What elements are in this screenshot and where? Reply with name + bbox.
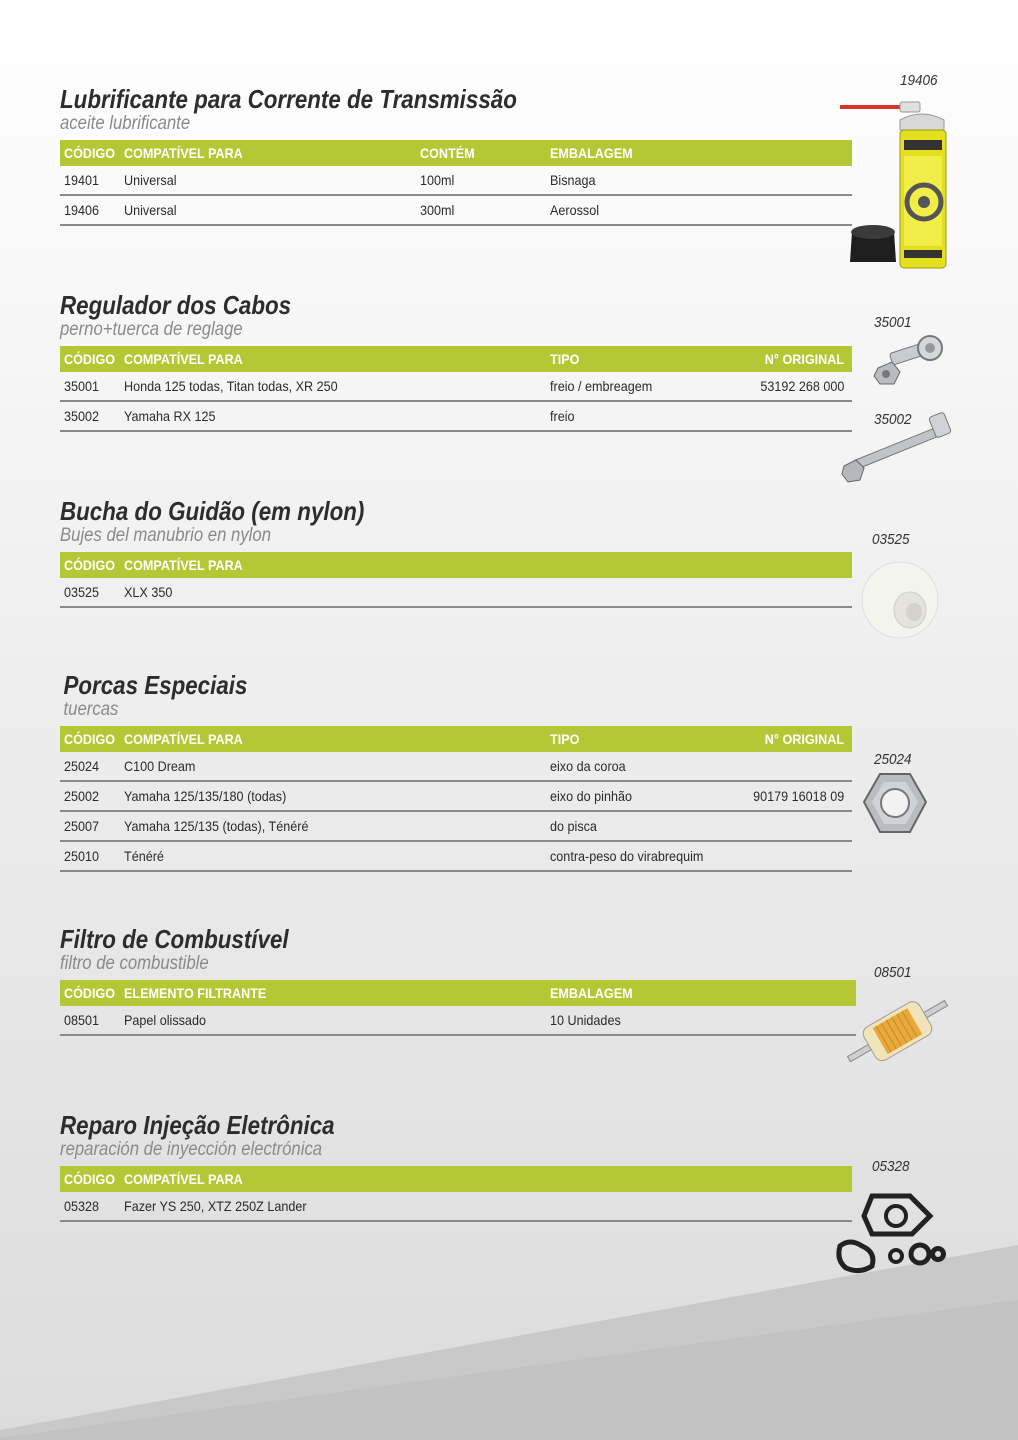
cell-compativel: Fazer YS 250, XTZ 250Z Lander: [124, 1198, 307, 1214]
table-row: [60, 402, 852, 432]
hex-nut-icon: [860, 770, 930, 840]
cell-tipo: freio: [550, 408, 575, 424]
col-header-original: N° ORIGINAL: [764, 351, 844, 367]
table-row: [60, 578, 852, 608]
section-lubrificante: [60, 84, 852, 226]
col-header-embalagem: EMBALAGEM: [550, 985, 633, 1001]
cell-compativel: Yamaha 125/135 (todas), Ténéré: [124, 818, 309, 834]
product-table: [60, 552, 852, 608]
col-header-codigo: CÓDIGO: [64, 985, 116, 1001]
product-table: [60, 980, 856, 1036]
section-title: Lubrificante para Corrente de Transmissão: [60, 84, 517, 114]
section-title: Bucha do Guidão (em nylon): [60, 496, 365, 526]
cell-compativel: Universal: [124, 202, 177, 218]
image-code-label: 35001: [874, 314, 912, 331]
table-row: [60, 166, 852, 196]
table-header: [60, 980, 856, 1006]
image-code-label: 25024: [874, 751, 912, 768]
cell-elemento: Papel olissado: [124, 1012, 206, 1028]
product-table: [60, 140, 852, 226]
cell-codigo: 25002: [64, 788, 100, 804]
col-header-original: N° ORIGINAL: [764, 731, 844, 747]
image-code-label: 08501: [874, 964, 912, 981]
section-title: Filtro de Combustível: [60, 924, 289, 954]
col-header-codigo: CÓDIGO: [64, 731, 116, 747]
col-header-elemento: ELEMENTO FILTRANTE: [124, 985, 267, 1001]
section-title: Reparo Injeção Eletrônica: [60, 1110, 335, 1140]
cell-compativel: Universal: [124, 172, 177, 188]
nylon-bushing-icon: [860, 556, 946, 642]
cell-compativel: Yamaha 125/135/180 (todas): [124, 788, 287, 804]
section-reparo: [60, 1110, 852, 1222]
section-bucha: [60, 496, 852, 608]
table-row: [60, 1006, 856, 1036]
image-code-label: 35002: [874, 411, 912, 428]
section-subtitle: aceite lubrificante: [60, 113, 191, 134]
col-header-codigo: CÓDIGO: [64, 145, 116, 161]
section-subtitle: Bujes del manubrio en nylon: [60, 525, 271, 546]
table-row: [60, 842, 852, 872]
cell-original: 53192 268 000: [759, 378, 844, 394]
col-header-compativel: COMPATÍVEL PARA: [124, 351, 243, 367]
table-row: [60, 812, 852, 842]
section-porcas: [60, 670, 852, 872]
cell-embalagem: Bisnaga: [550, 172, 596, 188]
col-header-compativel: COMPATÍVEL PARA: [124, 1171, 243, 1187]
col-header-codigo: CÓDIGO: [64, 1171, 116, 1187]
cable-adjuster-bolt-icon: [870, 328, 950, 390]
cell-codigo: 08501: [64, 1012, 100, 1028]
cell-tipo: contra-peso do virabrequim: [550, 848, 704, 864]
cell-tipo: eixo da coroa: [550, 758, 626, 774]
cell-codigo: 35002: [64, 408, 100, 424]
cell-tipo: eixo do pinhão: [550, 788, 632, 804]
table-row: [60, 782, 852, 812]
cell-codigo: 25007: [64, 818, 100, 834]
table-header: [60, 346, 852, 372]
gasket-set-icon: [832, 1190, 948, 1276]
image-code-label: 03525: [872, 531, 910, 548]
cell-codigo: 25010: [64, 848, 100, 864]
table-header: [60, 726, 852, 752]
cell-compativel: Yamaha RX 125: [124, 408, 216, 424]
cell-embalagem: Aerossol: [550, 202, 600, 218]
col-header-compativel: COMPATÍVEL PARA: [124, 145, 243, 161]
col-header-compativel: COMPATÍVEL PARA: [124, 731, 243, 747]
image-code-label: 19406: [900, 72, 938, 89]
cell-codigo: 35001: [64, 378, 100, 394]
section-subtitle: reparación de inyección electrónica: [60, 1139, 323, 1160]
cell-compativel: Ténéré: [124, 848, 164, 864]
col-header-tipo: TIPO: [550, 351, 580, 367]
cell-codigo: 03525: [64, 584, 100, 600]
col-header-tipo: TIPO: [550, 731, 580, 747]
section-regulador: [60, 290, 852, 432]
cell-codigo: 25024: [64, 758, 100, 774]
cell-compativel: Honda 125 todas, Titan todas, XR 250: [124, 378, 338, 394]
cell-codigo: 19401: [64, 172, 100, 188]
section-subtitle: filtro de combustible: [60, 953, 209, 974]
cell-codigo: 19406: [64, 202, 100, 218]
product-table: [60, 726, 852, 872]
table-row: [60, 372, 852, 402]
table-header: [60, 1166, 852, 1192]
cable-adjuster-long-bolt-icon: [840, 410, 956, 486]
table-header: [60, 140, 852, 166]
fuel-filter-icon: [838, 986, 958, 1078]
section-subtitle: tuercas: [63, 699, 119, 720]
spray-can-icon: [838, 96, 956, 274]
cell-contem: 300ml: [420, 202, 455, 218]
col-header-codigo: CÓDIGO: [64, 557, 116, 573]
cell-compativel: C100 Dream: [124, 758, 196, 774]
section-title: Porcas Especiais: [63, 670, 248, 700]
product-table: [60, 1166, 852, 1222]
table-row: [60, 196, 852, 226]
section-filtro: [60, 924, 852, 1036]
col-header-embalagem: EMBALAGEM: [550, 145, 633, 161]
product-table: [60, 346, 852, 432]
section-title: Regulador dos Cabos: [60, 290, 292, 320]
col-header-contem: CONTÉM: [420, 145, 475, 161]
col-header-codigo: CÓDIGO: [64, 351, 116, 367]
cell-original: 90179 16018 09: [752, 788, 844, 804]
col-header-compativel: COMPATÍVEL PARA: [124, 557, 243, 573]
cell-tipo: do pisca: [550, 818, 597, 834]
table-row: [60, 1192, 852, 1222]
table-header: [60, 552, 852, 578]
cell-tipo: freio / embreagem: [550, 378, 653, 394]
cell-codigo: 05328: [64, 1198, 100, 1214]
table-row: [60, 752, 852, 782]
cell-embalagem: 10 Unidades: [550, 1012, 621, 1028]
image-code-label: 05328: [872, 1158, 910, 1175]
cell-compativel: XLX 350: [124, 584, 173, 600]
section-subtitle: perno+tuerca de reglage: [60, 319, 243, 340]
cell-contem: 100ml: [420, 172, 455, 188]
